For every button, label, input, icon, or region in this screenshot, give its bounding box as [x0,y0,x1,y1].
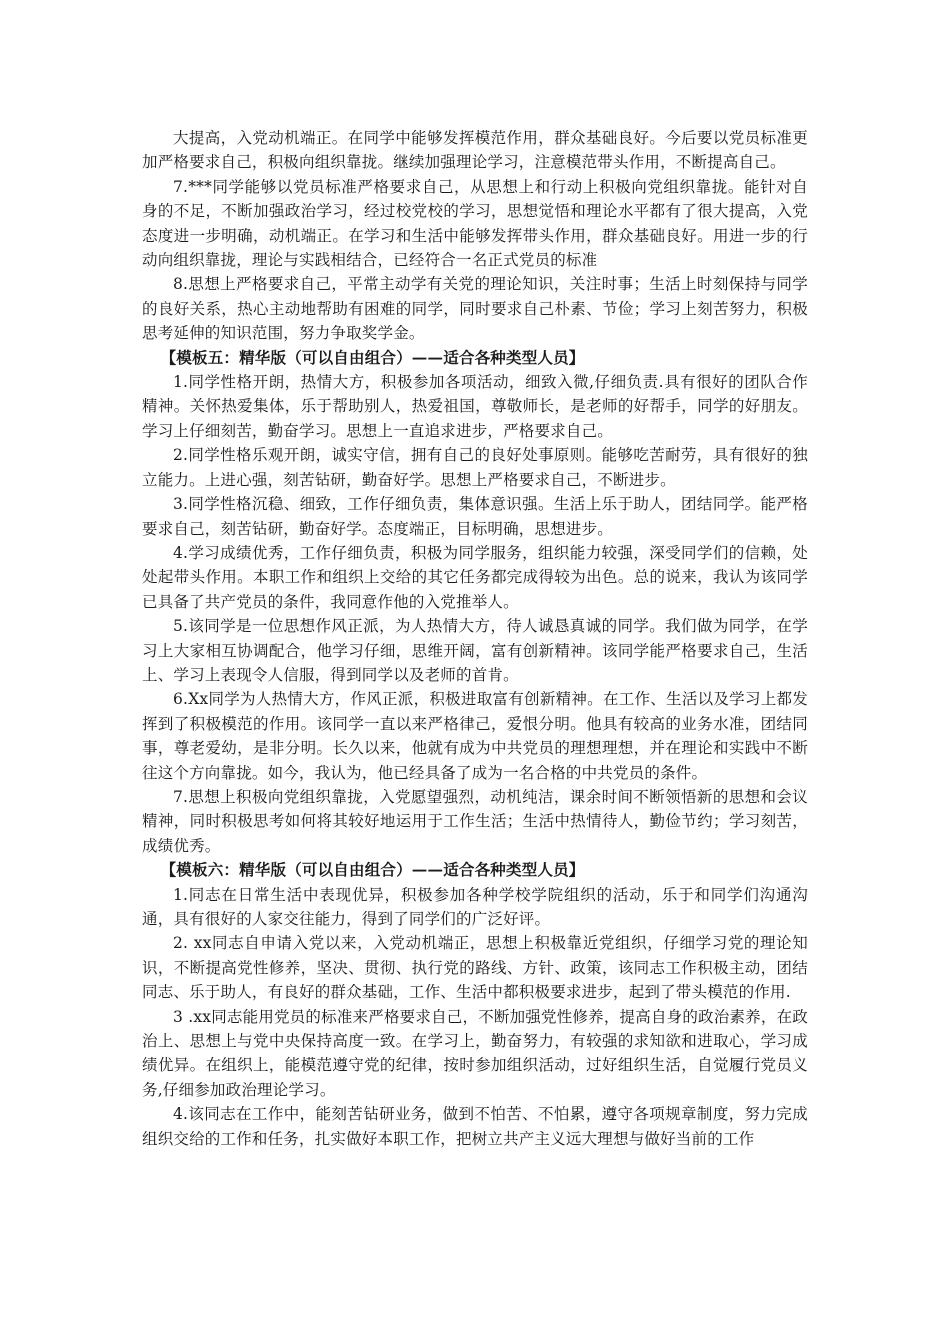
paragraph: 2.同学性格乐观开朗，诚实守信，拥有自己的良好处事原则。能够吃苦耐劳，具有很好的独立能力。上进心强，刻苦钻研，勤奋好学。思想上严格要求自己，不断进步。 [142,446,808,489]
paragraph: 大提高，入党动机端正。在同学中能够发挥模范作用，群众基础良好。今后要以党员标准更加严格要求自己，积极向组织靠拢。继续加强理论学习，注意模范带头作用，不断提高自己。 [142,129,808,172]
paragraph: 4.学习成绩优秀，工作仔细负责，积极为同学服务，组织能力较强，深受同学们的信赖，处处起带头作用。本职工作和组织上交给的其它任务都完成得较为出色。总的说来，我认为该同学已具备了共产党员的条件，我同意作他的入党推举人。 [142,543,808,611]
paragraph: 5.该同学是一位思想作风正派，为人热情大方，待人诚恳真诚的同学。我们做为同学，在学习上大家相互协调配合，他学习仔细，思维开阔，富有创新精神。该同学能严格要求自己，生活上、学习上表现令人信服，得到同学以及老师的首肯。 [142,617,808,684]
paragraph: 3 .xx同志能用党员的标准来严格要求自己，不断加强党性修养，提高自身的政治素养，在政治上、思想上与党中央保持高度一致。在学习上，勤奋努力，有较强的求知欲和进取心，学习成绩优异。在组织上，能模范遵守党的纪律，按时参加组织活动，过好组织生活，自觉履行党员义务,仔细参加政治理论学习。 [142,1007,808,1099]
section-heading: 【模板五：精华版（可以自由组合）——适合各种类型人员】 [160,347,585,367]
paragraph: 3.同学性格沉稳、细致，工作仔细负责，集体意识强。生活上乐于助人，团结同学。能严格要求自己，刻苦钻研，勤奋好学。态度端正，目标明确，思想进步。 [142,495,808,538]
paragraph: 7.***同学能够以党员标准严格要求自己，从思想上和行动上积极向党组织靠拢。能针对自身的不足，不断加强政治学习，经过校党校的学习，思想觉悟和理论水平都有了很大提高，入党态度进一步明确，动机端正。在学习和生活中能够发挥带头作用，群众基础良好。用进一步的行动向组织靠拢，理论与实践相结合，已经符合一名正式党员的标准 [142,177,808,270]
paragraph: 2. xx同志自申请入党以来，入党动机端正，思想上积极靠近党组织，仔细学习党的理论知识，不断提高党性修养，坚决、贯彻、执行党的路线、方针、政策，该同志工作积极主动，团结同志、乐于助人，有良好的群众基础，工作、生活中都积极要求进步，起到了带头模范的作用. [142,934,808,1002]
paragraph: 1.同学性格开朗，热情大方，积极参加各项活动，细致入微,仔细负责.具有很好的团队合作精神。关怀热爱集体，乐于帮助别人，热爱祖国，尊敬师长，是老师的好帮手，同学的好朋友。学习上仔细刻苦，勤奋学习。思想上一直追求进步，严格要求自己。 [142,373,808,440]
paragraph: 8.思想上严格要求自己，平常主动学有关党的理论知识，关注时事；生活上时刻保持与同学的良好关系，热心主动地帮助有困难的同学，同时要求自己朴素、节俭；学习上刻苦努力，积极思考延伸的知识范围，努力争取奖学金。 [142,275,808,343]
paragraph: 4.该同志在工作中，能刻苦钻研业务，做到不怕苦、不怕累，遵守各项规章制度，努力完成组织交给的工作和任务，扎实做好本职工作，把树立共产主义远大理想与做好当前的工作 [142,1105,808,1148]
paragraph: 6.Xx同学为人热情大方，作风正派，积极进取富有创新精神。在工作、生活以及学习上都发挥到了积极模范的作用。该同学一直以来严格律己，爱恨分明。他具有较高的业务水准，团结同事，尊老爱幼，是非分明。长久以来，他就有成为中共党员的理想理想，并在理论和实践中不断往这个方向靠拢。如今，我认为，他已经具备了成为一名合格的中共党员的条件。 [142,690,808,782]
paragraph: 7.思想上积极向党组织靠拢，入党愿望强烈，动机纯洁，课余时间不断领悟新的思想和会议精神，同时积极思考如何将其较好地运用于工作生活；生活中热情待人，勤俭节约；学习刻苦，成绩优秀。 [142,787,808,855]
section-heading: 【模板六：精华版（可以自由组合）——适合各种类型人员】 [160,860,585,880]
paragraph: 1.同志在日常生活中表现优异，积极参加各种学校学院组织的活动，乐于和同学们沟通沟通，具有很好的人家交往能力，得到了同学们的广泛好评。 [142,885,808,928]
